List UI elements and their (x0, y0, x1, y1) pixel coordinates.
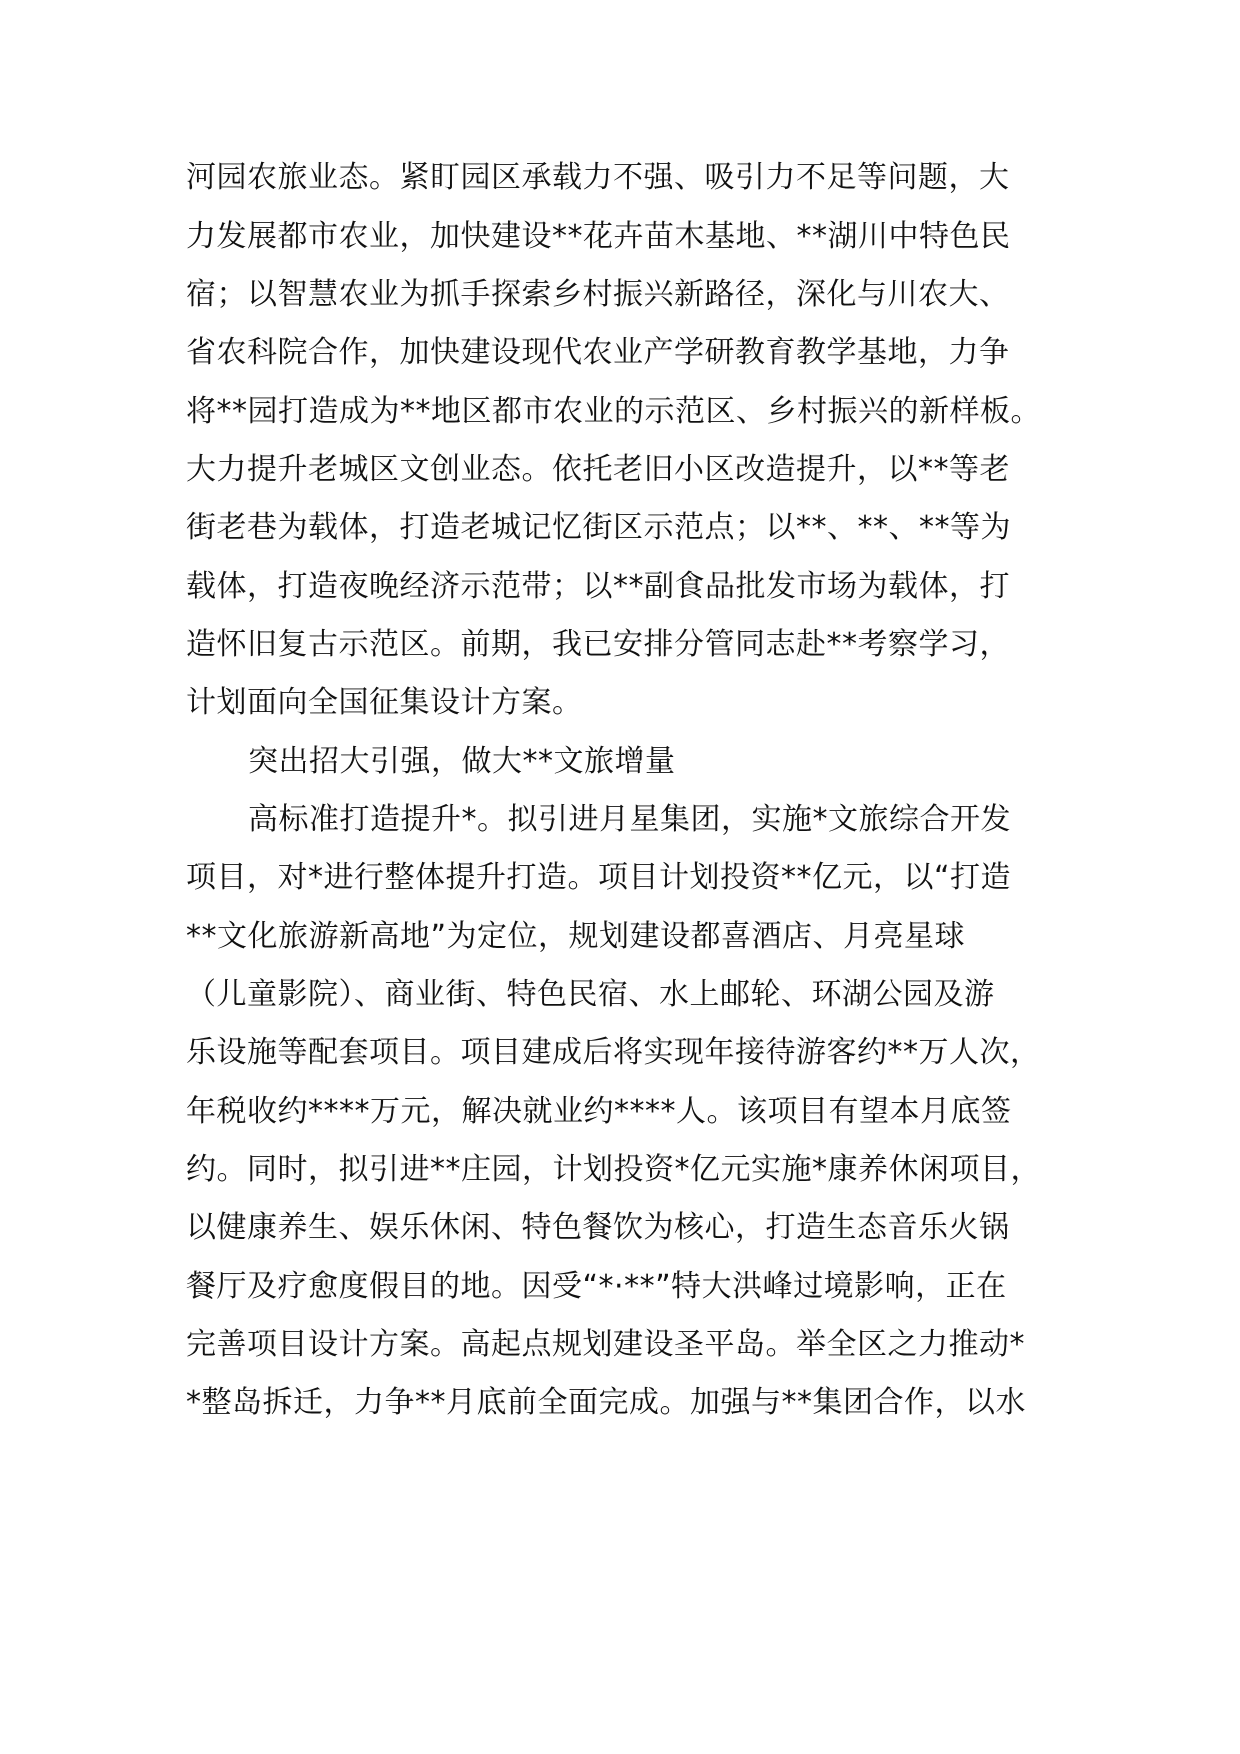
text-line: 省农科院合作，加快建设现代农业产学研教育教学基地，力争 (186, 335, 1010, 370)
text-line: 宿；以智慧农业为抓手探索乡村振兴新路径，深化与川农大、 (186, 277, 1010, 312)
text-line: 项目，对*进行整体提升打造。项目计划投资**亿元，以“打造 (186, 860, 1012, 895)
text-line: 高标准打造提升*。拟引进月星集团，实施*文旅综合开发 (248, 802, 1011, 837)
text-line: **文化旅游新高地”为定位，规划建设都喜酒店、月亮星球 (186, 919, 966, 954)
section-heading: 突出招大引强，做大**文旅增量 (248, 744, 676, 779)
text-line: 以健康养生、娱乐休闲、特色餐饮为核心，打造生态音乐火锅 (186, 1210, 1010, 1245)
text-line: 力发展都市农业，加快建设**花卉苗木基地、**湖川中特色民 (186, 219, 1011, 254)
text-line: 餐厅及疗愈度假目的地。因受“*·**”特大洪峰过境影响，正在 (186, 1269, 1007, 1304)
text-line: 完善项目设计方案。高起点规划建设圣平岛。举全区之力推动* (186, 1327, 1025, 1362)
text-line: *整岛拆迁，力争**月底前全面完成。加强与**集团合作，以水 (186, 1385, 1026, 1420)
text-line: （儿童影院）、商业街、特色民宿、水上邮轮、环湖公园及游 (186, 977, 995, 1012)
text-line: 载体，打造夜晚经济示范带；以**副食品批发市场为载体，打 (186, 569, 1010, 604)
text-line: 乐设施等配套项目。项目建成后将实现年接待游客约**万人次， (186, 1035, 1041, 1070)
text-line: 年税收约****万元，解决就业约****人。该项目有望本月底签 (186, 1094, 1012, 1129)
text-line: 大力提升老城区文创业态。依托老旧小区改造提升，以**等老 (186, 452, 1010, 487)
text-line: 约。同时，拟引进**庄园，计划投资*亿元实施*康养休闲项目， (186, 1152, 1041, 1187)
text-line: 街老巷为载体，打造老城记忆街区示范点；以**、**、**等为 (186, 510, 1011, 545)
text-line: 计划面向全国征集设计方案。 (186, 685, 583, 720)
text-line: 河园农旅业态。紧盯园区承载力不强、吸引力不足等问题，大 (186, 160, 1010, 195)
text-line: 将**园打造成为**地区都市农业的示范区、乡村振兴的新样板。 (186, 394, 1041, 429)
text-line: 造怀旧复古示范区。前期，我已安排分管同志赴**考察学习， (186, 627, 1010, 662)
